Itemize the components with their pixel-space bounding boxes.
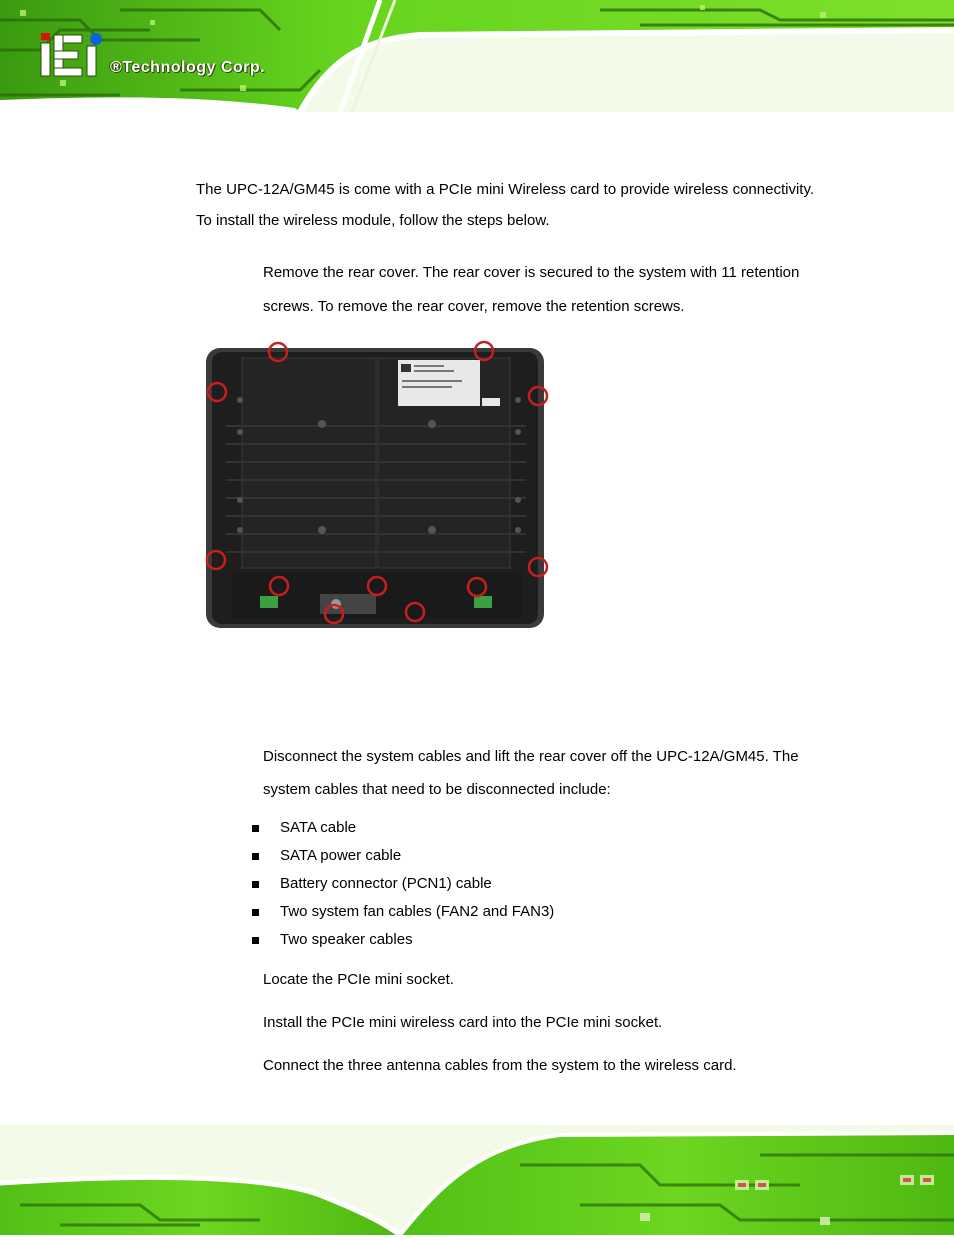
intro-paragraph: The UPC-12A/GM45 is come with a PCIe mini Wireless card to provide wireless connectivity. To install the wireless module, follow the steps below.	[196, 181, 814, 229]
cable-label: SATA cable	[280, 819, 357, 836]
bullet-square-icon	[252, 909, 259, 916]
list-item	[252, 898, 554, 926]
footer-circuit-banner	[0, 1125, 954, 1235]
list-item	[252, 870, 554, 898]
bullet-square-icon	[252, 937, 259, 944]
cable-label: Two speaker cables	[280, 931, 413, 948]
step-remove-cover: Remove the rear cover. The rear cover is secured to the system with 11 retention screws. To remove the rear cover, remove the retention screws.	[263, 264, 800, 315]
step-locate-socket: Locate the PCIe mini socket.	[263, 971, 454, 988]
cable-label: Battery connector (PCN1) cable	[280, 875, 492, 892]
brand-name: ®Technology Corp.	[110, 59, 266, 76]
list-item	[252, 926, 554, 954]
bullet-square-icon	[252, 825, 259, 832]
cable-label: Two system fan cables (FAN2 and FAN3)	[280, 903, 555, 920]
iei-logo	[38, 30, 108, 80]
bullet-square-icon	[252, 881, 259, 888]
page-footer	[0, 1125, 954, 1235]
step-connect-antennas: Connect the three antenna cables from the system to the wireless card.	[263, 1057, 737, 1074]
step-install-card: Install the PCIe mini wireless card into the PCIe mini socket.	[263, 1014, 663, 1031]
cable-list	[252, 814, 554, 954]
header-circuit-banner	[0, 0, 954, 112]
step-disconnect-cables: Disconnect the system cables and lift the rear cover off the UPC-12A/GM45. The system cables that need to be disconnected include:	[263, 748, 799, 798]
rear-cover-photo	[202, 340, 552, 632]
page-header	[0, 0, 954, 112]
list-item	[252, 842, 554, 870]
list-item	[252, 814, 554, 842]
bullet-square-icon	[252, 853, 259, 860]
cable-label: SATA power cable	[280, 847, 402, 864]
rear-cover-illustration	[202, 340, 552, 632]
